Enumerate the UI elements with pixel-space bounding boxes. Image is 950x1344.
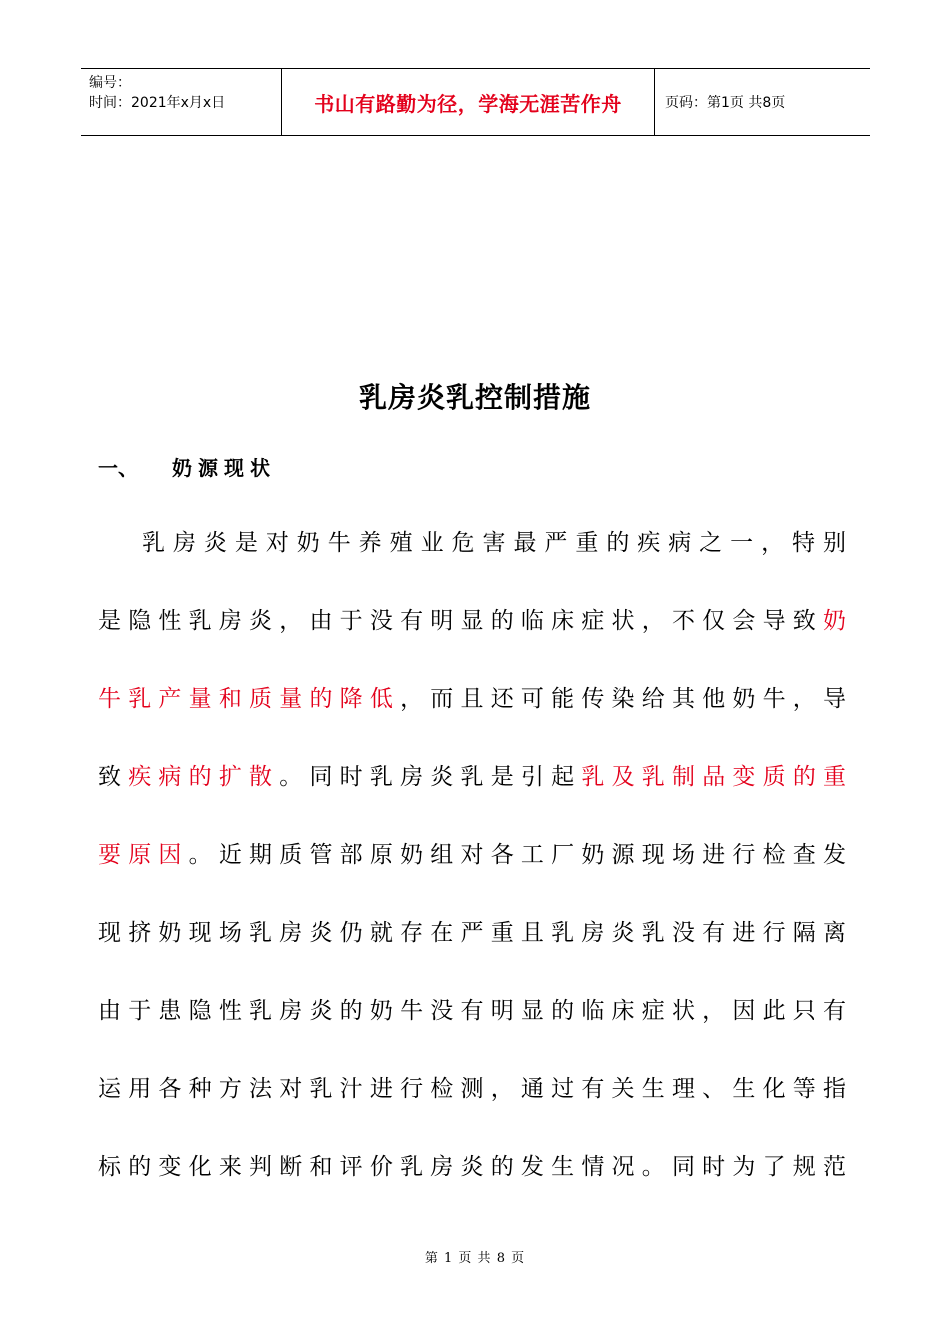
paragraph-line [98, 840, 846, 870]
header-page-info: 页码：第1页 共8页 [665, 95, 786, 111]
paragraph-line [98, 528, 846, 558]
section-title: 奶源现状 [172, 456, 276, 480]
number-label: 编号： [89, 75, 131, 91]
line-text: 。近期质管部原奶组对各工厂奶源现场进行检查发 [188, 842, 846, 868]
line-text: 由于患隐性乳房炎的奶牛没有明显的临床症状，因此只有 [98, 998, 846, 1024]
line-text: 运用各种方法对乳汁进行检测，通过有关生理、生化等指 [98, 1076, 846, 1102]
document-header [81, 68, 870, 136]
line-text: 是隐性乳房炎，由于没有明显的临床症状，不仅会导致 [98, 608, 823, 634]
header-meta [81, 69, 282, 135]
paragraph-line [98, 762, 846, 792]
line-text: 致 [98, 764, 129, 790]
line-text: 。同时乳房炎乳是引起 [279, 764, 582, 790]
section-heading [98, 452, 276, 481]
highlighted-text: 乳及乳制品变质的重 [581, 764, 847, 790]
line-text: ，而且还可能传染给其他奶牛，导 [400, 686, 847, 712]
section-number: 一、 [98, 456, 138, 480]
highlighted-text: 牛乳产量和质量的降低 [98, 686, 401, 712]
paragraph-line [98, 918, 846, 948]
highlighted-text: 疾病的扩散 [128, 764, 280, 790]
document-title: 乳房炎乳控制措施 [358, 381, 591, 414]
time-label: 时间：2021年x月x日 [89, 95, 226, 111]
header-motto: 书山有路勤为径，学海无涯苦作舟 [282, 69, 655, 135]
highlighted-text: 要原因 [98, 842, 189, 868]
line-text: 标的变化来判断和评价乳房炎的发生情况。同时为了规范 [98, 1154, 846, 1180]
paragraph-line [98, 606, 846, 636]
paragraph-line [98, 684, 846, 714]
page-footer: 第 1 页 共 8 页 [424, 1251, 526, 1266]
paragraph-line [98, 1152, 846, 1182]
line-text: 现挤奶现场乳房炎仍就存在严重且乳房炎乳没有进行隔离 [98, 920, 846, 946]
paragraph-line [98, 1074, 846, 1104]
line-text: 乳房炎是对奶牛养殖业危害最严重的疾病之一，特别 [142, 530, 846, 556]
paragraph-line [98, 996, 846, 1026]
highlighted-text: 奶 [823, 608, 846, 634]
